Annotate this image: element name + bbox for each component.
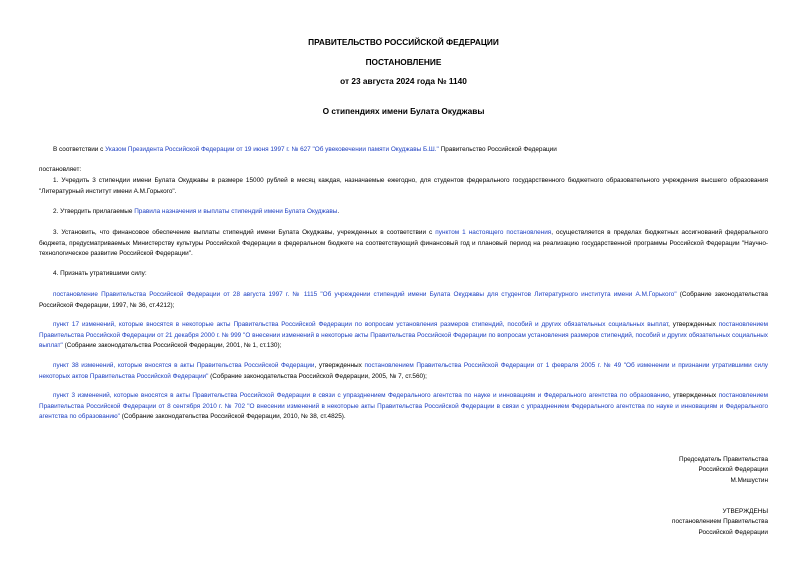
repeal-4 (39, 391, 768, 423)
repeal-3 (39, 361, 768, 382)
government-heading: ПРАВИТЕЛЬСТВО РОССИЙСКОЙ ФЕДЕРАЦИИ (308, 37, 499, 47)
repeal-2-link-2[interactable]: постановлением Правительства Российской Федерации от 21 декабря 2000 г. № 999 "О внесении изменений в некоторые акты Правительства Российской Федерации по вопросам установления размеров стипендий, пособий и других обязательных социальных выплат" (39, 321, 768, 350)
repeal-3-link-1[interactable]: пункт 38 изменений, которые вносятся в акты Правительства Российской Федерации (53, 362, 315, 369)
date-number-heading: от 23 августа 2024 года № 1140 (340, 76, 467, 86)
item-2-text: 2. Утвердить прилагаемые (53, 208, 135, 215)
approved-by: постановлением Правительства (672, 518, 768, 526)
signer-position: Председатель Правительства (679, 456, 768, 463)
preamble-text-end: Правительство Российской Федерации (438, 146, 557, 153)
repeal-1 (39, 290, 768, 311)
item-3 (39, 228, 768, 260)
item-4 (39, 269, 768, 280)
repeal-1-link[interactable]: постановление Правительства Российской Федерации от 28 августа 1997 г. № 1115 "Об учреждении стипендий имени Булата Окуджавы для студентов Литературного института имени А.М.Горького" (53, 291, 677, 298)
repeal-2 (39, 320, 768, 352)
preamble-text: В соответствии с (53, 146, 106, 153)
approved-country: Российской Федерации (698, 528, 768, 536)
repeal-2-text: , утвержденных (668, 321, 719, 328)
repeal-4-link-2[interactable]: постановлением Правительства Российской Федерации от 8 сентября 2010 г. № 702 "О внесении изменений в некоторые акты Правительства Российской Федерации в связи с упразднением Федерального агентства по науке и инновациям и Федерального агентства по образованию" (39, 392, 768, 421)
signer-country: Российской Федерации (698, 466, 768, 474)
repeal-2-link-1[interactable]: пункт 17 изменений, которые вносятся в некоторые акты Правительства Российской Федерации по вопросам установления размеров стипендий, пособий и других обязательных социальных выплат (53, 321, 669, 328)
decree-link[interactable]: Указом Президента Российской Федерации от 19 июня 1997 г. № 627 "Об увековечении памяти Окуджавы Б.Ш." (105, 146, 439, 153)
item-1-reference-link[interactable]: пунктом 1 настоящего постановления (435, 229, 552, 236)
item-3-text-end: , осуществляется в пределах бюджетных ассигнований федерального бюджета, предусматриваемых Министерству культуры Российской Федерации в федеральном бюджете на соответствующий финансовый год и плановый период на реализацию государственной программы Российской Федерации "Научно-технологическое развитие Российской Федерации". (39, 229, 768, 258)
item-2 (39, 207, 768, 218)
repeal-4-source: (Собрание законодательства Российской Федерации, 2010, № 38, ст.4825). (119, 413, 346, 421)
signature-block (679, 455, 768, 486)
item-4-text: 4. Признать утратившими силу: (53, 270, 147, 277)
item-3-text: 3. Установить, что финансовое обеспечение выплаты стипендий имени Булата Окуджавы, учрежденных в соответствии с (53, 229, 436, 236)
approval-block (672, 507, 768, 538)
item-1-text: 1. Учредить 3 стипендии имени Булата Окуджавы в размере 15000 рублей в месяц каждая, назначаемые ежегодно, для студентов федерального государственного бюджетного образовательного учреждения высшего образования "Литературный институт имени А.М.Горького". (39, 177, 768, 195)
repeal-4-text: , утвержденных (668, 392, 719, 399)
repeal-3-link-2[interactable]: постановлением Правительства Российской Федерации от 1 февраля 2005 г. № 49 "Об изменении и признании утратившими силу некоторых актов Правительства Российской Федерации" (39, 362, 769, 380)
document-title: О стипендиях имени Булата Окуджавы (322, 106, 485, 116)
item-1 (39, 176, 768, 197)
repeal-1-source: (Собрание законодательства Российской Федерации, 1997, № 36, ст.4212); (39, 291, 768, 309)
rules-link[interactable]: Правила назначения и выплаты стипендий имени Булата Окуджавы (134, 208, 338, 215)
doc-type-heading: ПОСТАНОВЛЕНИЕ (365, 57, 442, 67)
repeal-3-source: (Собрание законодательства Российской Федерации, 2005, № 7, ст.560); (208, 372, 427, 380)
preamble (39, 145, 768, 156)
resolves-text: постановляет: (39, 166, 82, 173)
signer-name: М.Мишустин (730, 476, 768, 484)
repeal-2-source: (Собрание законодательства Российской Федерации, 2001, № 1, ст.130); (62, 342, 282, 350)
repeal-4-link-1[interactable]: пункт 3 изменений, которые вносятся в акты Правительства Российской Федерации в связи с упразднением Федерального агентства по науке и инновациям и Федерального агентства по образованию (53, 392, 669, 399)
repeal-3-text: , утвержденных (314, 362, 365, 369)
approved-label: УТВЕРЖДЕНЫ (722, 508, 768, 515)
item-2-text-end: . (337, 208, 340, 215)
